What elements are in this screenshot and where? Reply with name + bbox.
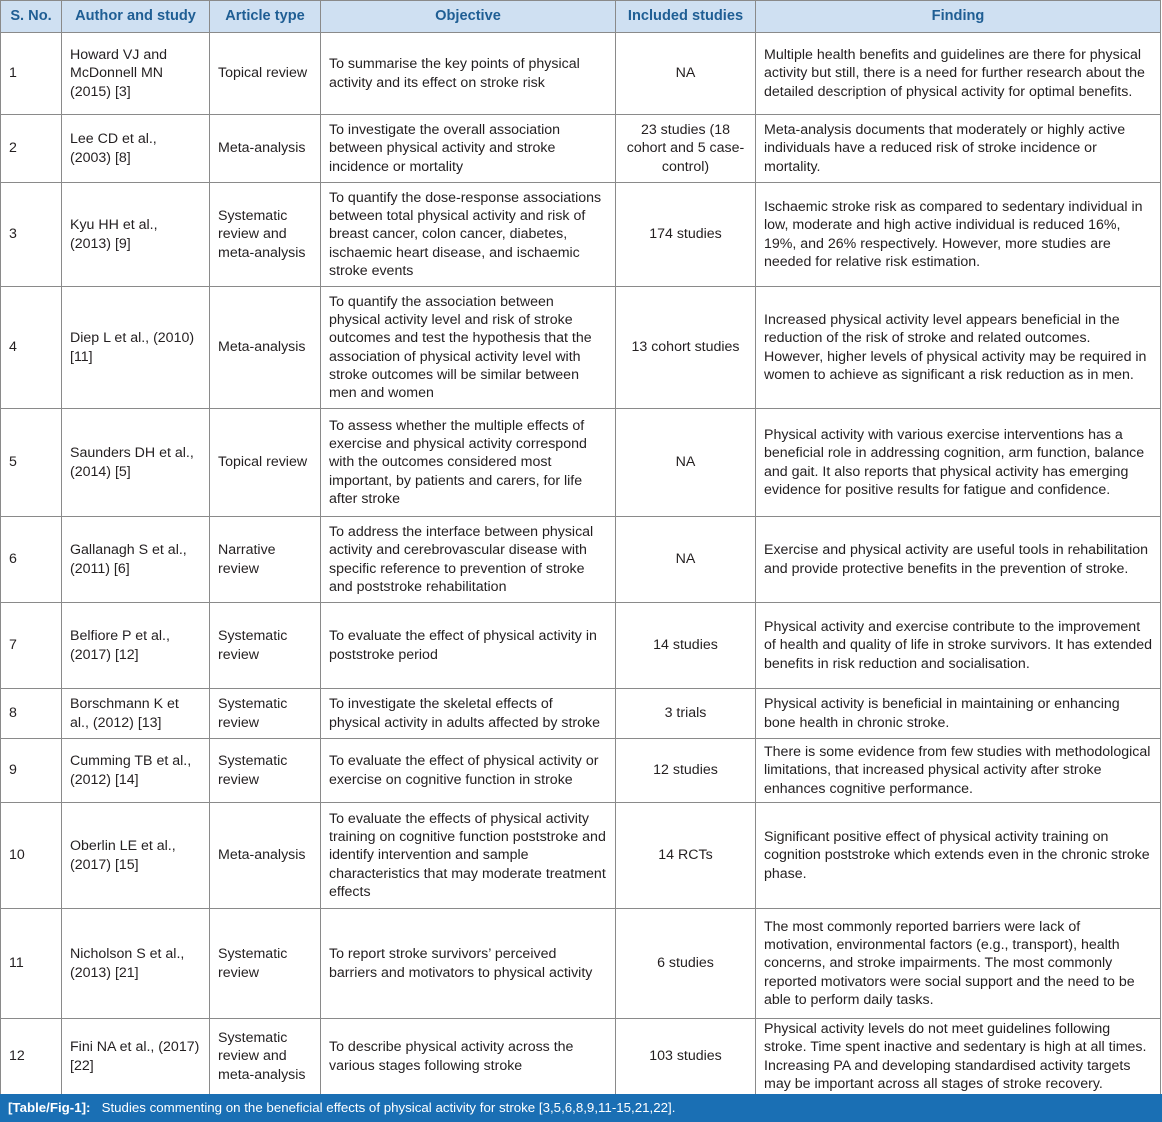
cell-author: Gallanagh S et al., (2011) [6]: [62, 517, 210, 603]
cell-article-type: Meta-analysis: [210, 803, 321, 909]
table-row: [1, 33, 1161, 115]
cell-objective: To address the interface between physical activity and cerebrovascular disease with specific reference to prevention of stroke and poststroke rehabilitation: [321, 517, 616, 603]
table-row: [1, 517, 1161, 603]
table-caption: [0, 1094, 1162, 1122]
cell-article-type: Systematic review: [210, 909, 321, 1019]
table-row: [1, 689, 1161, 739]
table-row: [1, 1019, 1161, 1095]
cell-included-studies: 6 studies: [616, 909, 756, 1019]
cell-objective: To assess whether the multiple effects of exercise and physical activity correspond with the outcomes considered most important, by patients and carers, for life after stroke: [321, 409, 616, 517]
cell-s-no: 7: [1, 603, 62, 689]
header-s-no: S. No.: [1, 1, 62, 33]
table-row: [1, 739, 1161, 803]
cell-author: Borschmann K et al., (2012) [13]: [62, 689, 210, 739]
table-row: [1, 287, 1161, 409]
cell-finding: Physical activity and exercise contribute to the improvement of health and quality of life in stroke survivors. It has extended benefits in risk reduction and socialisation.: [756, 603, 1161, 689]
cell-objective: To evaluate the effects of physical activity training on cognitive function poststroke and identify intervention and sample characteristics that may moderate treatment effects: [321, 803, 616, 909]
cell-s-no: 4: [1, 287, 62, 409]
table-row: [1, 803, 1161, 909]
header-included-studies: Included studies: [616, 1, 756, 33]
caption-label: [Table/Fig-1]:: [8, 1100, 91, 1115]
cell-article-type: Systematic review: [210, 739, 321, 803]
cell-objective: To investigate the overall association between physical activity and stroke incidence or mortality: [321, 115, 616, 183]
cell-finding: Significant positive effect of physical activity training on cognition poststroke which extends even in the chronic stroke phase.: [756, 803, 1161, 909]
cell-article-type: Topical review: [210, 409, 321, 517]
cell-article-type: Meta-analysis: [210, 115, 321, 183]
cell-s-no: 3: [1, 183, 62, 287]
cell-s-no: 9: [1, 739, 62, 803]
table-row: [1, 115, 1161, 183]
cell-s-no: 6: [1, 517, 62, 603]
cell-objective: To evaluate the effect of physical activity or exercise on cognitive function in stroke: [321, 739, 616, 803]
cell-finding: Multiple health benefits and guidelines are there for physical activity but still, there is a need for further research about the detailed description of physical activity for optimal benefits.: [756, 33, 1161, 115]
table-row: [1, 603, 1161, 689]
cell-author: Oberlin LE et al., (2017) [15]: [62, 803, 210, 909]
cell-article-type: Narrative review: [210, 517, 321, 603]
cell-article-type: Topical review: [210, 33, 321, 115]
cell-included-studies: NA: [616, 517, 756, 603]
cell-objective: To report stroke survivors’ perceived barriers and motivators to physical activity: [321, 909, 616, 1019]
cell-included-studies: NA: [616, 33, 756, 115]
cell-included-studies: 13 cohort studies: [616, 287, 756, 409]
cell-finding: Meta-analysis documents that moderately or highly active individuals have a reduced risk of stroke incidence or mortality.: [756, 115, 1161, 183]
cell-finding: Physical activity levels do not meet guidelines following stroke. Time spent inactive and sedentary is high at all times. Increasing PA and developing standardised activity targets may be important across all stages of stroke recovery.: [756, 1019, 1161, 1095]
cell-finding: Physical activity is beneficial in maintaining or enhancing bone health in chronic stroke.: [756, 689, 1161, 739]
header-author: Author and study: [62, 1, 210, 33]
cell-s-no: 2: [1, 115, 62, 183]
cell-author: Saunders DH et al., (2014) [5]: [62, 409, 210, 517]
cell-article-type: Systematic review: [210, 689, 321, 739]
cell-finding: The most commonly reported barriers were lack of motivation, environmental factors (e.g., transport), health concerns, and stroke impairments. The most commonly reported motivators were social support and the need to be able to perform daily tasks.: [756, 909, 1161, 1019]
header-finding: Finding: [756, 1, 1161, 33]
cell-finding: Ischaemic stroke risk as compared to sedentary individual in low, moderate and high active individual is reduced 16%, 19%, and 26% respectively. However, more studies are needed for relative risk estimation.: [756, 183, 1161, 287]
cell-s-no: 12: [1, 1019, 62, 1095]
cell-objective: To evaluate the effect of physical activity in poststroke period: [321, 603, 616, 689]
cell-author: Diep L et al., (2010) [11]: [62, 287, 210, 409]
table-row: [1, 909, 1161, 1019]
cell-included-studies: 14 RCTs: [616, 803, 756, 909]
cell-included-studies: 174 studies: [616, 183, 756, 287]
cell-included-studies: 12 studies: [616, 739, 756, 803]
cell-author: Nicholson S et al., (2013) [21]: [62, 909, 210, 1019]
cell-objective: To summarise the key points of physical activity and its effect on stroke risk: [321, 33, 616, 115]
cell-author: Lee CD et al., (2003) [8]: [62, 115, 210, 183]
cell-objective: To investigate the skeletal effects of physical activity in adults affected by stroke: [321, 689, 616, 739]
cell-s-no: 5: [1, 409, 62, 517]
cell-author: Cumming TB et al., (2012) [14]: [62, 739, 210, 803]
cell-article-type: Systematic review and meta-analysis: [210, 183, 321, 287]
caption-text: Studies commenting on the beneficial effects of physical activity for stroke [3,5,6,8,9,11-15,21,22].: [101, 1100, 676, 1115]
table-header: [1, 1, 1161, 33]
cell-included-studies: 103 studies: [616, 1019, 756, 1095]
cell-s-no: 11: [1, 909, 62, 1019]
cell-author: Kyu HH et al., (2013) [9]: [62, 183, 210, 287]
cell-finding: Physical activity with various exercise interventions has a beneficial role in addressing cognition, arm function, balance and gait. It also reports that physical activity has emerging evidence for positive results for fatigue and confidence.: [756, 409, 1161, 517]
cell-s-no: 8: [1, 689, 62, 739]
header-article-type: Article type: [210, 1, 321, 33]
cell-objective: To quantify the association between physical activity level and risk of stroke outcomes and test the hypothesis that the association of physical activity level with stroke outcomes will be similar between men and women: [321, 287, 616, 409]
cell-article-type: Systematic review and meta-analysis: [210, 1019, 321, 1095]
cell-s-no: 1: [1, 33, 62, 115]
cell-finding: There is some evidence from few studies with methodological limitations, that increased physical activity after stroke enhances cognitive performance.: [756, 739, 1161, 803]
cell-objective: To describe physical activity across the various stages following stroke: [321, 1019, 616, 1095]
table-body: [1, 33, 1161, 1095]
cell-included-studies: 14 studies: [616, 603, 756, 689]
cell-author: Fini NA et al., (2017) [22]: [62, 1019, 210, 1095]
cell-finding: Exercise and physical activity are useful tools in rehabilitation and provide protective benefits in the prevention of stroke.: [756, 517, 1161, 603]
cell-finding: Increased physical activity level appears beneficial in the reduction of the risk of stroke and related outcomes. However, higher levels of physical activity may be required in women to achieve as significant a risk reduction as in men.: [756, 287, 1161, 409]
cell-s-no: 10: [1, 803, 62, 909]
cell-author: Belfiore P et al., (2017) [12]: [62, 603, 210, 689]
cell-author: Howard VJ and McDonnell MN (2015) [3]: [62, 33, 210, 115]
cell-included-studies: 3 trials: [616, 689, 756, 739]
table-row: [1, 409, 1161, 517]
cell-objective: To quantify the dose-response associations between total physical activity and risk of breast cancer, colon cancer, diabetes, ischaemic heart disease, and ischaemic stroke events: [321, 183, 616, 287]
cell-included-studies: 23 studies (18 cohort and 5 case-control): [616, 115, 756, 183]
cell-included-studies: NA: [616, 409, 756, 517]
cell-article-type: Systematic review: [210, 603, 321, 689]
cell-article-type: Meta-analysis: [210, 287, 321, 409]
header-objective: Objective: [321, 1, 616, 33]
table-row: [1, 183, 1161, 287]
